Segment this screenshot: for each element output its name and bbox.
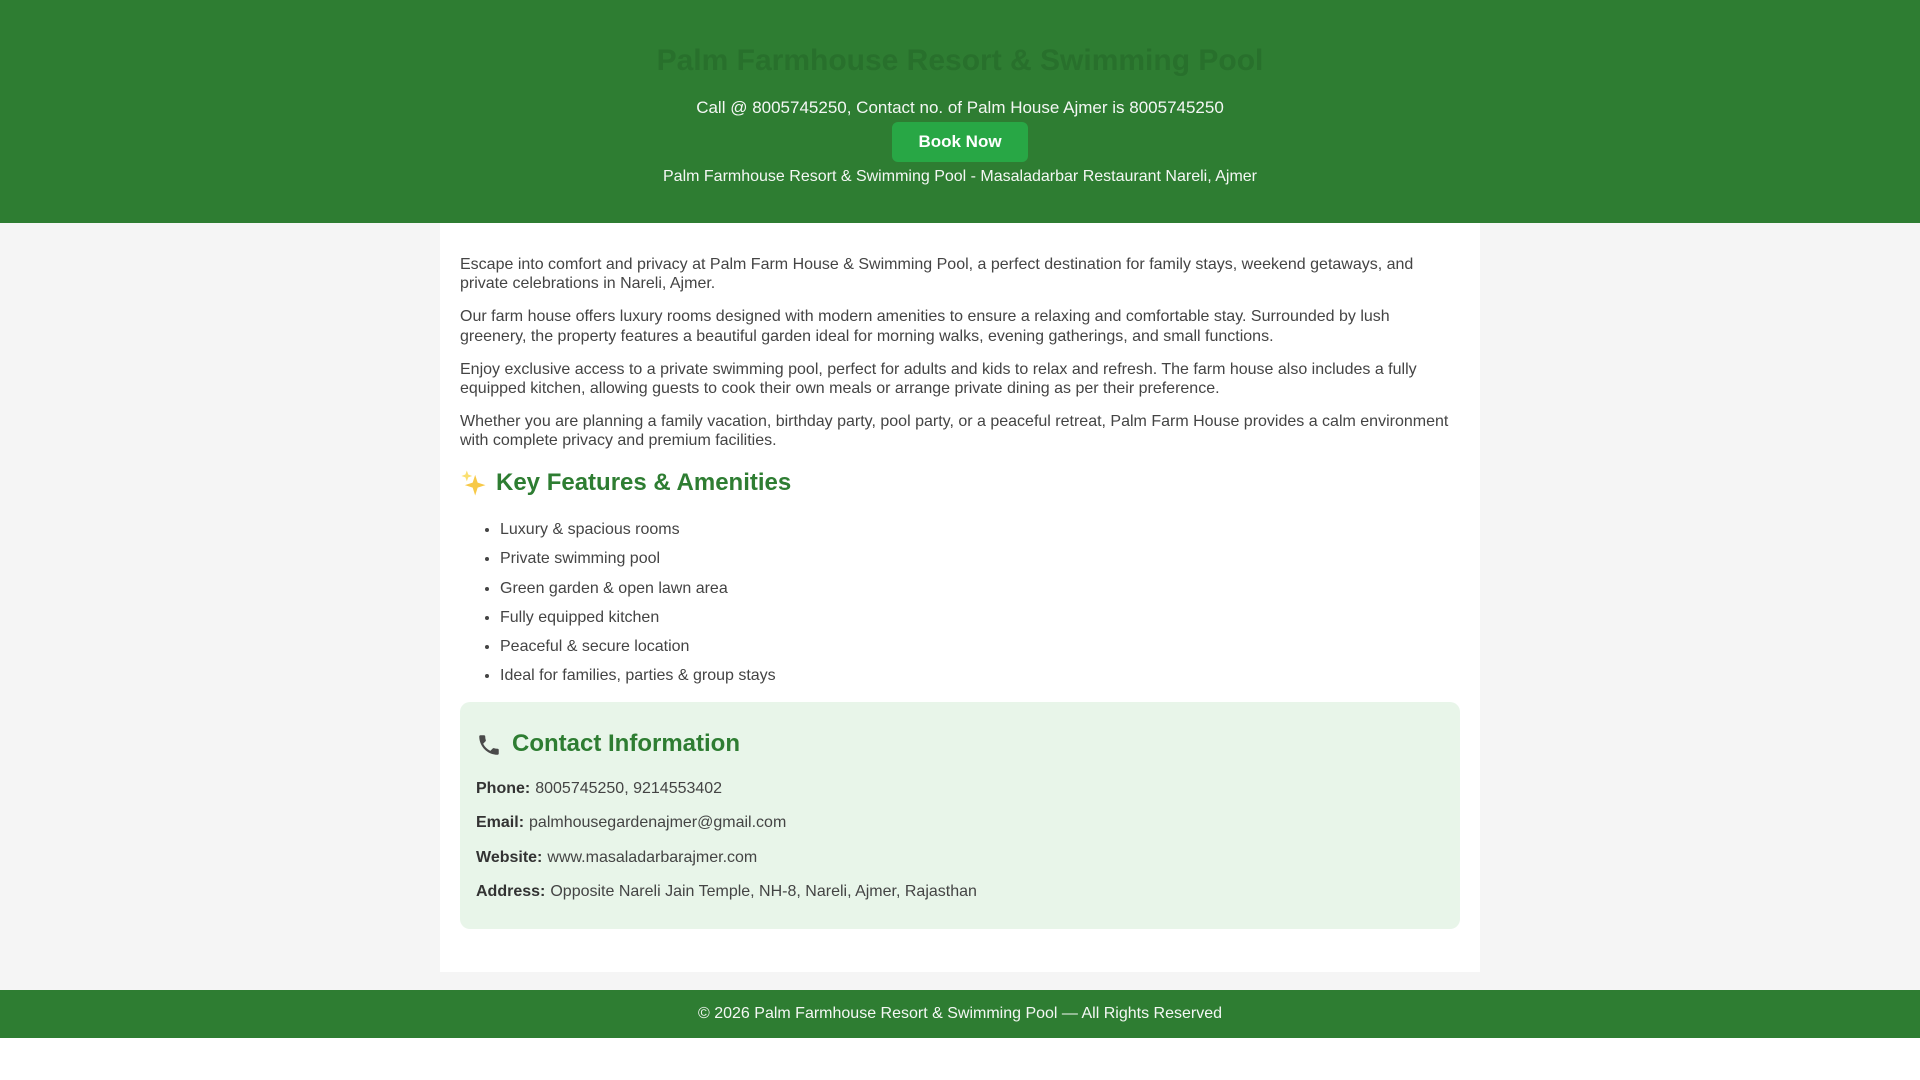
contact-value: Opposite Nareli Jain Temple, NH-8, Nareli, Ajmer, Rajasthan — [550, 882, 977, 900]
contact-row — [476, 813, 1436, 832]
contact-label: Website: — [476, 848, 543, 866]
site-title: Palm Farmhouse Resort & Swimming Pool — [656, 44, 1264, 77]
feature-item: • Luxury & spacious rooms — [500, 520, 1460, 539]
copyright-text: © 2026 Palm Farmhouse Resort & Swimming Pool — All Rights Reserved — [698, 1004, 1222, 1022]
header-call-line: Call @ 8005745250, Contact no. of Palm House Ajmer is 8005745250 — [696, 98, 1224, 117]
book-now-button[interactable]: Book Now — [892, 122, 1027, 162]
contact-value: www.masaladarbarajmer.com — [547, 848, 758, 866]
contact-row — [476, 882, 1436, 901]
body-paragraph: Our farm house offers luxury rooms designed with modern amenities to ensure a relaxing and comfortable stay. Surrounded by lush greenery, the property features a beautiful garden ideal for morning walks, evening gatherings, and small functions. — [460, 308, 1390, 345]
contact-value: 8005745250, 9214553402 — [535, 780, 723, 798]
main-area — [0, 223, 1920, 990]
sparkles-icon — [460, 470, 486, 496]
site-footer — [0, 990, 1920, 1038]
contact-heading-label: Contact Information — [512, 730, 740, 758]
phone-icon — [476, 732, 502, 758]
contact-box — [460, 702, 1460, 929]
contact-heading — [476, 730, 1436, 759]
contact-rows — [476, 779, 1436, 901]
contact-label: Phone: — [476, 780, 531, 798]
feature-item: • Green garden & open lawn area — [500, 579, 1460, 598]
site-header — [0, 0, 1920, 223]
body-paragraph: Whether you are planning a family vacation, birthday party, pool party, or a peaceful retreat, Palm Farm House provides a calm environment with complete privacy and premium facilities. — [460, 413, 1449, 450]
feature-item: • Peaceful & secure location — [500, 637, 1460, 656]
features-list — [460, 520, 1460, 685]
contact-label: Address: — [476, 882, 546, 900]
contact-label: Email: — [476, 814, 525, 832]
contact-value: palmhousegardenajmer@gmail.com — [529, 814, 787, 832]
feature-item: • Fully equipped kitchen — [500, 608, 1460, 627]
feature-item: • Ideal for families, parties & group stays — [500, 666, 1460, 685]
contact-row — [476, 848, 1436, 867]
content-card — [440, 223, 1480, 972]
body-paragraph: Escape into comfort and privacy at Palm Farm House & Swimming Pool, a perfect destination for family stays, weekend getaways, and private celebrations in Nareli, Ajmer. — [460, 256, 1414, 293]
body-paragraph: Enjoy exclusive access to a private swimming pool, perfect for adults and kids to relax and refresh. The farm house also includes a fully equipped kitchen, allowing guests to cook their own meals or arrange private dining as per their preference. — [460, 360, 1417, 397]
contact-row — [476, 779, 1436, 798]
features-heading — [460, 469, 1460, 498]
feature-item: • Private swimming pool — [500, 549, 1460, 568]
intro-paragraphs — [460, 255, 1460, 451]
features-heading-label: Key Features & Amenities — [496, 468, 792, 496]
header-tagline: Palm Farmhouse Resort & Swimming Pool - Masaladarbar Restaurant Nareli, Ajmer — [663, 168, 1257, 185]
